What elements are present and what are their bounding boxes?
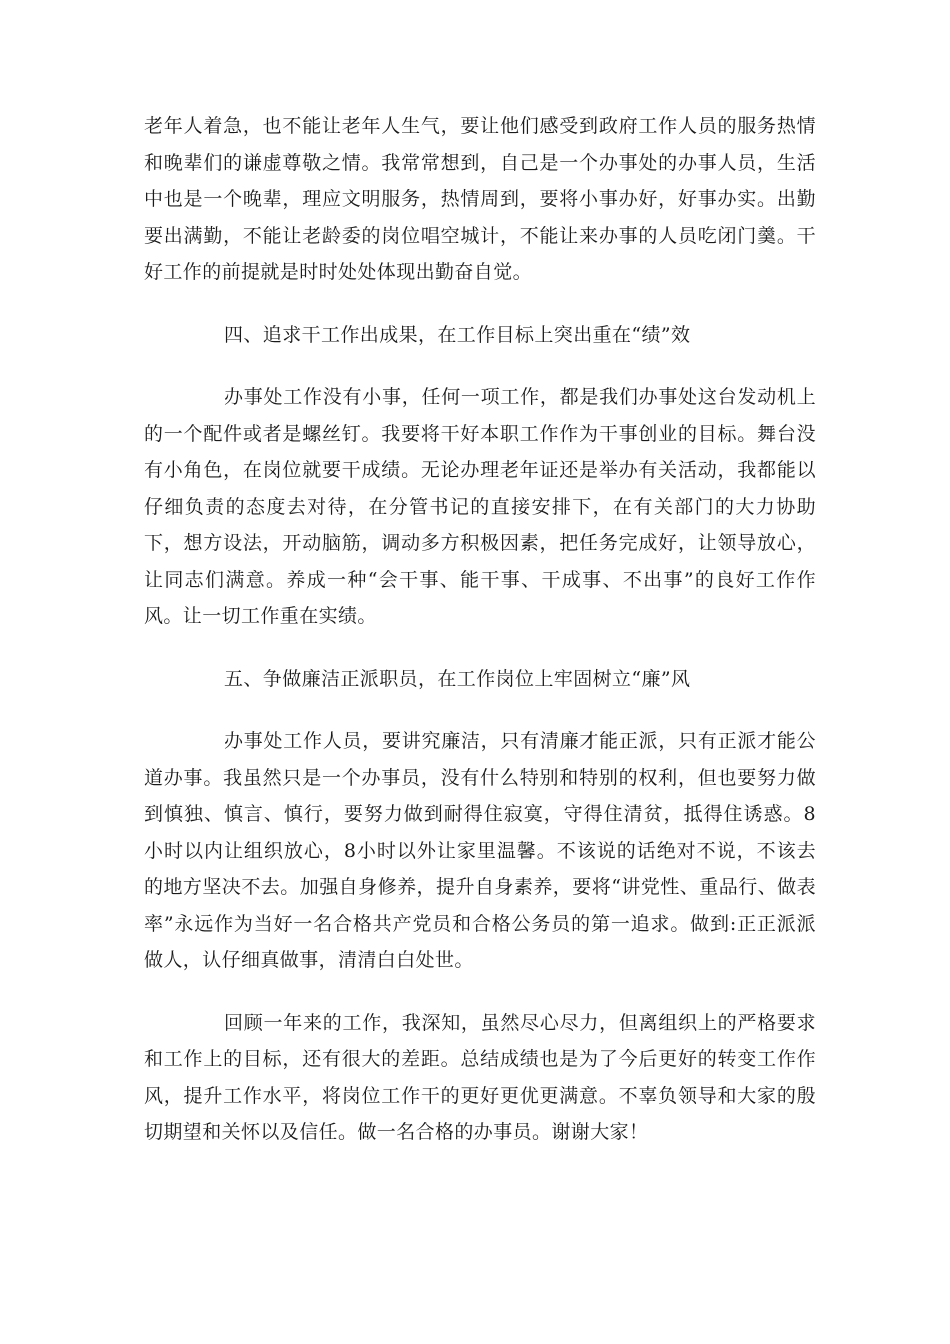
body-paragraph-section-4: 办事处工作没有小事，任何一项工作，都是我们办事处这台发动机上的一个配件或者是螺丝钉。我要将干好本职工作作为干事创业的目标。舞台没有小角色，在岗位就要干成绩。无论办理老年证还是举办有关活动，我都能以仔细负责的态度去对待，在分管书记的直接安排下，在有关部门的大力协助下，想方设法，开动脑筋，调动多方积极因素，把任务完成好，让领导放心，让同志们满意。养成一种“会干事、能干事、干成事、不出事”的良好工作作风。让一切工作重在实绩。 bbox=[144, 386, 816, 627]
section-heading-4: 四、追求干工作出成果，在工作目标上突出重在“绩”效 bbox=[224, 323, 691, 346]
body-paragraph-continued: 老年人着急，也不能让老年人生气，要让他们感受到政府工作人员的服务热情和晚辈们的谦虚尊敬之情。我常常想到，自己是一个办事处的办事人员，生活中也是一个晚辈，理应文明服务，热情周到，要将小事办好，好事办实。出勤要出满勤，不能让老龄委的岗位唱空城计，不能让来办事的人员吃闭门羹。干好工作的前提就是时时处处体现出勤奋自觉。 bbox=[144, 115, 816, 283]
section-heading-5: 五、争做廉洁正派职员，在工作岗位上牢固树立“廉”风 bbox=[224, 667, 691, 690]
closing-paragraph: 回顾一年来的工作，我深知，虽然尽心尽力，但离组织上的严格要求和工作上的目标，还有很大的差距。总结成绩也是为了今后更好的转变工作作风，提升工作水平，将岗位工作干的更好更优更满意。不辜负领导和大家的殷切期望和关怀以及信任。做一名合格的办事员。谢谢大家！ bbox=[144, 1011, 816, 1143]
document-page bbox=[144, 108, 816, 1151]
body-paragraph-section-5: 办事处工作人员，要讲究廉洁，只有清廉才能正派，只有正派才能公道办事。我虽然只是一个办事员，没有什么特别和特别的权利，但也要努力做到慎独、慎言、慎行，要努力做到耐得住寂寞，守得住清贫，抵得住诱惑。8小时以内让组织放心，8小时以外让家里温馨。不该说的话绝对不说，不该去的地方坚决不去。加强自身修养，提升自身素养，要将“讲党性、重品行、做表率”永远作为当好一名合格共产党员和合格公务员的第一追求。做到:正正派派做人，认仔细真做事，清清白白处世。 bbox=[144, 730, 816, 971]
